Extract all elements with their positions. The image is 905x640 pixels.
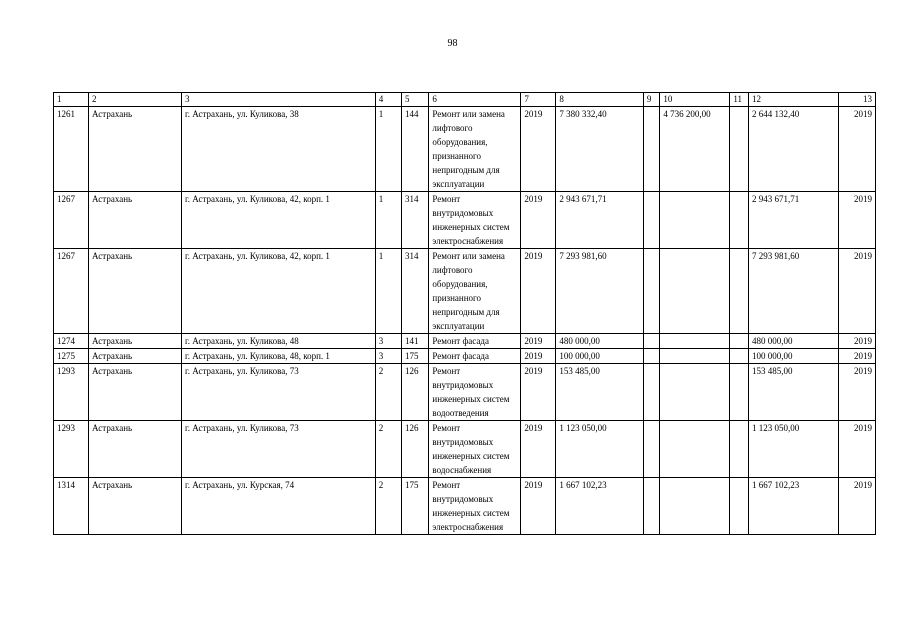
column-12-cell: 1 667 102,23 (748, 478, 838, 535)
column-header: 5 (402, 93, 429, 107)
city-cell: Астрахань (89, 334, 182, 349)
column-9-cell (643, 107, 659, 192)
column-4-cell: 2 (375, 478, 401, 535)
column-4-cell: 2 (375, 364, 401, 421)
work-type-cell: Ремонт внутридомовых инженерных систем водоотведения (429, 364, 521, 421)
total-cost-cell: 480 000,00 (556, 334, 644, 349)
column-4-cell: 1 (375, 192, 401, 249)
column-5-cell: 314 (402, 249, 429, 334)
column-header: 10 (660, 93, 730, 107)
column-9-cell (643, 192, 659, 249)
completion-year-cell: 2019 (838, 421, 875, 478)
column-5-cell: 175 (402, 349, 429, 364)
address-cell: г. Астрахань, ул. Куликова, 73 (182, 421, 376, 478)
column-header: 11 (730, 93, 749, 107)
column-12-cell: 100 000,00 (748, 349, 838, 364)
work-type-cell: Ремонт внутридомовых инженерных систем электроснабжения (429, 192, 521, 249)
column-11-cell (730, 478, 749, 535)
column-9-cell (643, 421, 659, 478)
column-header: 8 (556, 93, 644, 107)
row-number-cell: 1267 (54, 192, 89, 249)
column-header: 12 (748, 93, 838, 107)
year-cell: 2019 (521, 107, 556, 192)
city-cell: Астрахань (89, 192, 182, 249)
column-12-cell: 2 943 671,71 (748, 192, 838, 249)
column-5-cell: 126 (402, 421, 429, 478)
address-cell: г. Астрахань, ул. Куликова, 42, корп. 1 (182, 249, 376, 334)
year-cell: 2019 (521, 364, 556, 421)
completion-year-cell: 2019 (838, 349, 875, 364)
column-12-cell: 7 293 981,60 (748, 249, 838, 334)
total-cost-cell: 7 380 332,40 (556, 107, 644, 192)
column-9-cell (643, 364, 659, 421)
year-cell: 2019 (521, 192, 556, 249)
work-type-cell: Ремонт или замена лифтового оборудования, признанного непригодным для эксплуатации (429, 249, 521, 334)
column-5-cell: 144 (402, 107, 429, 192)
page-number: 98 (447, 38, 458, 49)
row-number-cell: 1293 (54, 421, 89, 478)
row-number-cell: 1314 (54, 478, 89, 535)
column-11-cell (730, 349, 749, 364)
column-11-cell (730, 334, 749, 349)
completion-year-cell: 2019 (838, 364, 875, 421)
work-type-cell: Ремонт внутридомовых инженерных систем водоснабжения (429, 421, 521, 478)
city-cell: Астрахань (89, 421, 182, 478)
row-number-cell: 1275 (54, 349, 89, 364)
row-number-cell: 1274 (54, 334, 89, 349)
column-4-cell: 2 (375, 421, 401, 478)
address-cell: г. Астрахань, ул. Куликова, 48, корп. 1 (182, 349, 376, 364)
column-10-cell (660, 334, 730, 349)
column-10-cell (660, 364, 730, 421)
column-10-cell: 4 736 200,00 (660, 107, 730, 192)
column-9-cell (643, 349, 659, 364)
column-header: 3 (182, 93, 376, 107)
column-9-cell (643, 478, 659, 535)
city-cell: Астрахань (89, 107, 182, 192)
column-header: 4 (375, 93, 401, 107)
total-cost-cell: 1 667 102,23 (556, 478, 644, 535)
address-cell: г. Астрахань, ул. Куликова, 48 (182, 334, 376, 349)
column-10-cell (660, 478, 730, 535)
column-9-cell (643, 334, 659, 349)
table-body (54, 107, 876, 535)
row-number-cell: 1293 (54, 364, 89, 421)
work-type-cell: Ремонт или замена лифтового оборудования, признанного непригодным для эксплуатации (429, 107, 521, 192)
column-10-cell (660, 349, 730, 364)
total-cost-cell: 153 485,00 (556, 364, 644, 421)
year-cell: 2019 (521, 249, 556, 334)
year-cell: 2019 (521, 421, 556, 478)
work-type-cell: Ремонт фасада (429, 334, 521, 349)
column-header: 2 (89, 93, 182, 107)
completion-year-cell: 2019 (838, 192, 875, 249)
column-10-cell (660, 249, 730, 334)
city-cell: Астрахань (89, 364, 182, 421)
column-number-row (54, 93, 876, 107)
table-row (54, 349, 876, 364)
column-4-cell: 1 (375, 249, 401, 334)
table-row (54, 334, 876, 349)
total-cost-cell: 1 123 050,00 (556, 421, 644, 478)
completion-year-cell: 2019 (838, 334, 875, 349)
work-type-cell: Ремонт внутридомовых инженерных систем электроснабжения (429, 478, 521, 535)
column-header: 6 (429, 93, 521, 107)
column-5-cell: 141 (402, 334, 429, 349)
column-5-cell: 314 (402, 192, 429, 249)
completion-year-cell: 2019 (838, 478, 875, 535)
row-number-cell: 1267 (54, 249, 89, 334)
column-12-cell: 480 000,00 (748, 334, 838, 349)
column-9-cell (643, 249, 659, 334)
column-11-cell (730, 107, 749, 192)
table-row (54, 364, 876, 421)
row-number-cell: 1261 (54, 107, 89, 192)
total-cost-cell: 2 943 671,71 (556, 192, 644, 249)
table-row (54, 192, 876, 249)
address-cell: г. Астрахань, ул. Куликова, 42, корп. 1 (182, 192, 376, 249)
column-10-cell (660, 421, 730, 478)
address-cell: г. Астрахань, ул. Куликова, 38 (182, 107, 376, 192)
completion-year-cell: 2019 (838, 107, 875, 192)
year-cell: 2019 (521, 334, 556, 349)
completion-year-cell: 2019 (838, 249, 875, 334)
repair-registry-table (53, 92, 876, 535)
total-cost-cell: 100 000,00 (556, 349, 644, 364)
city-cell: Астрахань (89, 249, 182, 334)
column-12-cell: 2 644 132,40 (748, 107, 838, 192)
column-4-cell: 3 (375, 334, 401, 349)
column-header: 7 (521, 93, 556, 107)
table-row (54, 478, 876, 535)
work-type-cell: Ремонт фасада (429, 349, 521, 364)
column-12-cell: 153 485,00 (748, 364, 838, 421)
total-cost-cell: 7 293 981,60 (556, 249, 644, 334)
column-5-cell: 126 (402, 364, 429, 421)
column-11-cell (730, 249, 749, 334)
year-cell: 2019 (521, 478, 556, 535)
column-11-cell (730, 192, 749, 249)
table-row (54, 107, 876, 192)
city-cell: Астрахань (89, 349, 182, 364)
column-11-cell (730, 364, 749, 421)
column-10-cell (660, 192, 730, 249)
table-row (54, 249, 876, 334)
year-cell: 2019 (521, 349, 556, 364)
table-row (54, 421, 876, 478)
column-header: 13 (838, 93, 875, 107)
column-12-cell: 1 123 050,00 (748, 421, 838, 478)
city-cell: Астрахань (89, 478, 182, 535)
column-11-cell (730, 421, 749, 478)
column-5-cell: 175 (402, 478, 429, 535)
column-header: 1 (54, 93, 89, 107)
column-4-cell: 3 (375, 349, 401, 364)
column-header: 9 (643, 93, 659, 107)
column-4-cell: 1 (375, 107, 401, 192)
address-cell: г. Астрахань, ул. Куликова, 73 (182, 364, 376, 421)
address-cell: г. Астрахань, ул. Курская, 74 (182, 478, 376, 535)
